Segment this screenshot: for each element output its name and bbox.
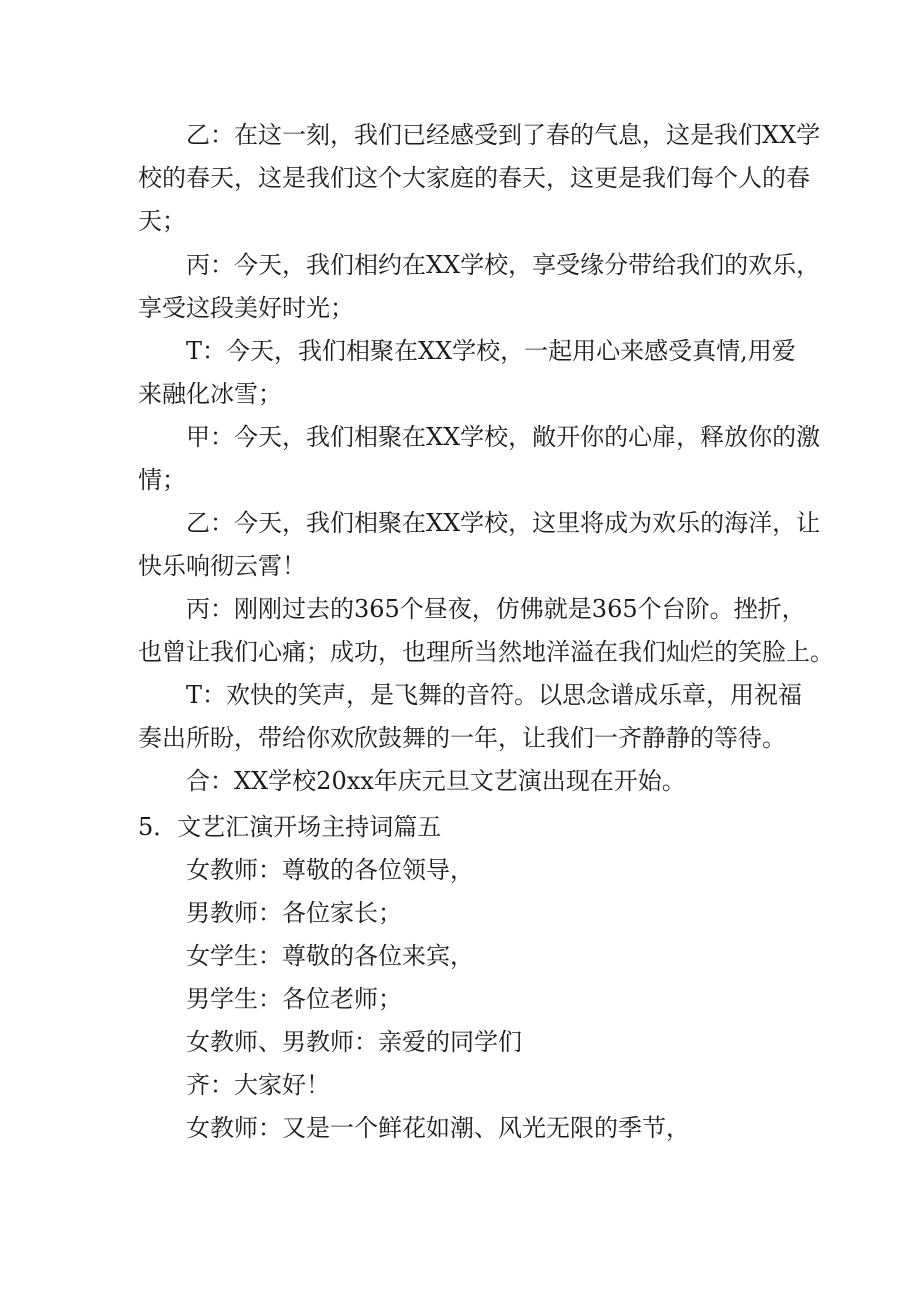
dialogue-line: 齐：大家好！	[186, 1071, 330, 1099]
text-line: T：欢快的笑声，是飞舞的音符。以思念谱成乐章，用祝福	[186, 681, 803, 709]
section-heading: 5．文艺汇演开场主持词篇五	[138, 813, 442, 841]
paragraph-bing-2	[138, 588, 834, 674]
dialogue-line: 男学生：各位老师；	[186, 985, 402, 1013]
text-line: 乙：在这一刻，我们已经感受到了春的气息，这是我们XX学	[186, 121, 821, 149]
text-line: 丙：今天，我们相约在XX学校，享受缘分带给我们的欢乐，	[186, 251, 821, 279]
dialogue-line: 女教师、男教师：亲爱的同学们	[186, 1028, 522, 1056]
paragraph-ding-2	[138, 674, 803, 760]
section-dialogue	[138, 849, 788, 1150]
text-line: 来融化冰雪；	[138, 380, 282, 408]
text-line: 校的春天，这是我们这个大家庭的春天，这更是我们每个人的春	[138, 164, 810, 192]
paragraph-yi-1	[138, 114, 821, 243]
text-line: 享受这段美好时光；	[138, 294, 354, 322]
text-line: 快乐响彻云霄！	[138, 552, 306, 580]
text-line: 情；	[138, 466, 186, 494]
text-line: T：今天，我们相聚在XX学校，一起用心来感受真情,用爱	[186, 337, 796, 365]
text-line: 甲：今天，我们相聚在XX学校，敞开你的心扉，释放你的激	[186, 423, 821, 451]
text-line: 乙：今天，我们相聚在XX学校，这里将成为欢乐的海洋，让	[186, 509, 821, 537]
dialogue-line: 男教师：各位家长；	[186, 899, 402, 927]
paragraph-ding-1	[138, 330, 796, 416]
text-line: 天；	[138, 207, 186, 235]
paragraph-yi-2	[138, 502, 821, 588]
paragraph-he	[138, 760, 788, 803]
dialogue-line: 女教师：又是一个鲜花如潮、风光无限的季节，	[186, 1114, 690, 1142]
text-line: 也曾让我们心痛；成功，也理所当然地洋溢在我们灿烂的笑脸上。	[138, 638, 834, 666]
text-line: 奏出所盼，带给你欢欣鼓舞的一年，让我们一齐静静的等待。	[138, 724, 786, 752]
dialogue-line: 女学生：尊敬的各位来宾，	[186, 942, 474, 970]
text-line: 合：XX学校20xx年庆元旦文艺演出现在开始。	[186, 767, 686, 795]
paragraph-jia-1	[138, 416, 821, 502]
text-line: 丙：刚刚过去的365个昼夜，仿佛就是365个台阶。挫折，	[186, 595, 806, 623]
dialogue-line: 女教师：尊敬的各位领导，	[186, 856, 474, 884]
paragraph-bing-1	[138, 244, 821, 330]
